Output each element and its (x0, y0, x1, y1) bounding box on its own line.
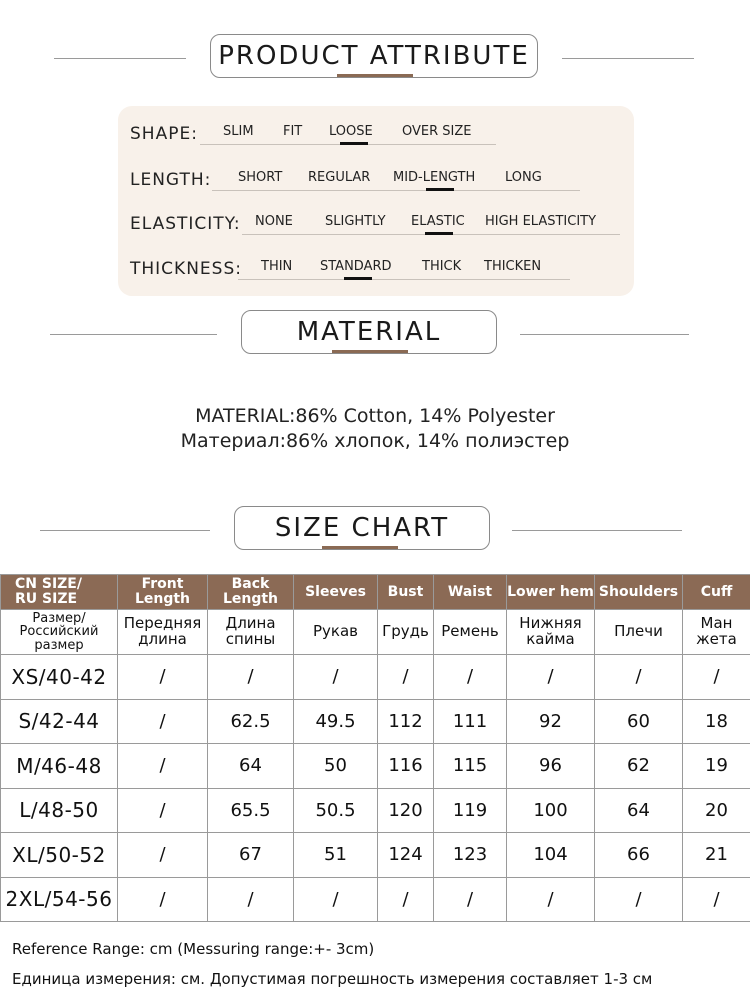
title-accent (322, 546, 398, 549)
column-header: Bust (378, 575, 434, 610)
attribute-label: LENGTH: (130, 170, 212, 190)
column-header: Cuff (683, 575, 750, 610)
table-row (1, 699, 750, 744)
measurement-cell: / (118, 788, 208, 833)
attribute-option: HIGH ELASTICITY (485, 214, 597, 229)
reference-note-ru: Единица измерения: см. Допустимая погрешность измерения составляет 1-3 см (12, 970, 653, 988)
attribute-option-selected: ELASTIC (411, 214, 465, 229)
measurement-cell: 120 (378, 788, 434, 833)
attribute-option: SLIM (223, 124, 254, 139)
divider-line (40, 530, 210, 531)
measurement-cell: 104 (507, 833, 595, 878)
material-title: MATERIAL (241, 310, 497, 354)
column-header-ru: Рукав (294, 610, 378, 655)
table-row (1, 788, 750, 833)
column-header: Lower hem (507, 575, 595, 610)
table-row (1, 833, 750, 878)
attribute-panel (118, 106, 634, 296)
measurement-cell: 123 (434, 833, 507, 878)
title-accent (337, 74, 413, 77)
row-underline (238, 279, 570, 280)
attribute-row-shape (118, 118, 634, 148)
measurement-cell: / (507, 655, 595, 700)
attribute-label: THICKNESS: (130, 259, 242, 279)
column-header-ru: Ремень (434, 610, 507, 655)
measurement-cell: / (378, 655, 434, 700)
measurement-cell: 64 (595, 788, 683, 833)
attribute-option: SLIGHTLY (325, 214, 386, 229)
column-header-ru: Передняя длина (118, 610, 208, 655)
size-chart-title: SIZE CHART (234, 506, 490, 550)
measurement-cell: 66 (595, 833, 683, 878)
measurement-cell: / (294, 655, 378, 700)
column-header: Back Length (208, 575, 294, 610)
divider-line (520, 334, 689, 335)
column-header: Front Length (118, 575, 208, 610)
material-line-en: MATERIAL:86% Cotton, 14% Polyester (195, 405, 555, 427)
column-header: CN SIZE/ RU SIZE (1, 575, 118, 610)
attribute-option: THIN (261, 259, 293, 274)
measurement-cell: 111 (434, 699, 507, 744)
attribute-row-elasticity (118, 208, 634, 238)
column-header-ru: Размер/ Российский размер (1, 610, 118, 655)
measurement-cell: 65.5 (208, 788, 294, 833)
measurement-cell: / (507, 877, 595, 922)
column-header: Shoulders (595, 575, 683, 610)
table-row (1, 877, 750, 922)
attribute-option-selected: LOOSE (329, 124, 373, 139)
measurement-cell: 100 (507, 788, 595, 833)
attribute-option: NONE (255, 214, 293, 229)
column-header: Waist (434, 575, 507, 610)
measurement-cell: / (595, 655, 683, 700)
measurement-cell: 62 (595, 744, 683, 789)
attribute-option: THICK (422, 259, 462, 274)
measurement-cell: / (118, 655, 208, 700)
measurement-cell: / (294, 877, 378, 922)
measurement-cell: / (118, 699, 208, 744)
measurement-cell: 62.5 (208, 699, 294, 744)
attribute-option: LONG (505, 170, 542, 185)
product-attribute-title: PRODUCT ATTRIBUTE (210, 34, 538, 78)
measurement-cell: / (434, 877, 507, 922)
attribute-label: ELASTICITY: (130, 214, 241, 234)
table-row (1, 655, 750, 700)
measurement-cell: 20 (683, 788, 750, 833)
measurement-cell: / (595, 877, 683, 922)
attribute-label: SHAPE: (130, 124, 198, 144)
measurement-cell: / (118, 833, 208, 878)
column-header: Sleeves (294, 575, 378, 610)
selected-indicator (340, 142, 368, 145)
divider-line (512, 530, 682, 531)
header-row-en (1, 575, 750, 610)
measurement-cell: 49.5 (294, 699, 378, 744)
attribute-option: SHORT (238, 170, 283, 185)
attribute-option-selected: STANDARD (320, 259, 392, 274)
attribute-option: THICKEN (484, 259, 542, 274)
column-header-ru: Длина спины (208, 610, 294, 655)
selected-indicator (426, 188, 454, 191)
measurement-cell: 119 (434, 788, 507, 833)
measurement-cell: 124 (378, 833, 434, 878)
measurement-cell: / (683, 877, 750, 922)
measurement-cell: / (683, 655, 750, 700)
size-label-cell: L/48-50 (1, 788, 118, 833)
title-accent (332, 350, 408, 353)
measurement-cell: / (118, 877, 208, 922)
measurement-cell: 50.5 (294, 788, 378, 833)
attribute-row-thickness (118, 253, 634, 283)
attribute-option: OVER SIZE (402, 124, 472, 139)
measurement-cell: 64 (208, 744, 294, 789)
size-label-cell: 2XL/54-56 (1, 877, 118, 922)
material-header (0, 304, 750, 364)
column-header-ru: Ман жета (683, 610, 750, 655)
size-label-cell: XL/50-52 (1, 833, 118, 878)
size-label-cell: S/42-44 (1, 699, 118, 744)
measurement-cell: / (118, 744, 208, 789)
attribute-option: REGULAR (308, 170, 371, 185)
measurement-cell: 96 (507, 744, 595, 789)
divider-line (50, 334, 217, 335)
measurement-cell: / (208, 655, 294, 700)
size-label-cell: M/46-48 (1, 744, 118, 789)
measurement-cell: 19 (683, 744, 750, 789)
measurement-cell: 67 (208, 833, 294, 878)
attribute-option: FIT (283, 124, 303, 139)
measurement-cell: 116 (378, 744, 434, 789)
row-underline (212, 190, 580, 191)
reference-note-en: Reference Range: cm (Messuring range:+- 3cm) (12, 940, 375, 958)
measurement-cell: / (434, 655, 507, 700)
measurement-cell: / (378, 877, 434, 922)
table-row (1, 744, 750, 789)
size-label-cell: XS/40-42 (1, 655, 118, 700)
measurement-cell: 51 (294, 833, 378, 878)
product-attribute-header (0, 28, 750, 88)
column-header-ru: Грудь (378, 610, 434, 655)
column-header-ru: Плечи (595, 610, 683, 655)
selected-indicator (425, 232, 453, 235)
attribute-row-length (118, 164, 634, 194)
measurement-cell: 60 (595, 699, 683, 744)
divider-line (54, 58, 186, 59)
measurement-cell: 50 (294, 744, 378, 789)
divider-line (562, 58, 694, 59)
header-row-ru (1, 610, 750, 655)
column-header-ru: Нижняя кайма (507, 610, 595, 655)
measurement-cell: 112 (378, 699, 434, 744)
measurement-cell: 115 (434, 744, 507, 789)
measurement-cell: 92 (507, 699, 595, 744)
size-table (0, 574, 750, 922)
measurement-cell: 21 (683, 833, 750, 878)
selected-indicator (344, 277, 372, 280)
material-line-ru: Материал:86% хлопок, 14% полиэстер (180, 430, 570, 452)
measurement-cell: 18 (683, 699, 750, 744)
size-chart-header (0, 500, 750, 560)
measurement-cell: / (208, 877, 294, 922)
attribute-option-selected: MID-LENGTH (393, 170, 476, 185)
